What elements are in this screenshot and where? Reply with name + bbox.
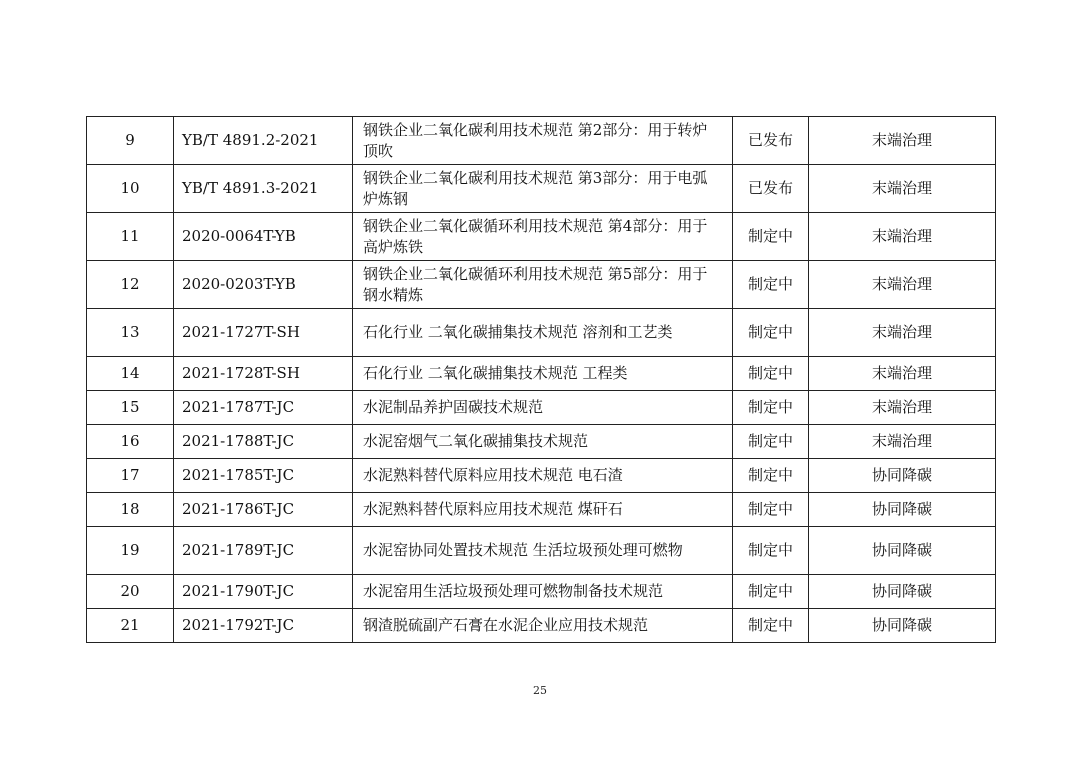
standard-code: 2021-1728T-SH	[174, 357, 353, 391]
standard-status: 制定中	[733, 213, 809, 261]
standard-category: 末端治理	[809, 425, 996, 459]
standard-name: 水泥熟料替代原料应用技术规范 煤矸石	[353, 493, 733, 527]
table-row	[87, 213, 996, 261]
standard-status: 制定中	[733, 357, 809, 391]
standard-name: 钢铁企业二氧化碳循环利用技术规范 第5部分：用于钢水精炼	[353, 261, 733, 309]
standard-status: 制定中	[733, 609, 809, 643]
table-row	[87, 309, 996, 357]
table-row	[87, 527, 996, 575]
standard-category: 末端治理	[809, 391, 996, 425]
standard-category: 末端治理	[809, 213, 996, 261]
standards-table-body	[87, 117, 996, 643]
table-row	[87, 425, 996, 459]
standard-status: 已发布	[733, 165, 809, 213]
standards-table	[86, 116, 996, 643]
page-number: 25	[533, 684, 547, 697]
standard-name: 钢铁企业二氧化碳利用技术规范 第3部分：用于电弧炉炼钢	[353, 165, 733, 213]
standard-code: 2021-1790T-JC	[174, 575, 353, 609]
row-number: 12	[87, 261, 174, 309]
standard-status: 制定中	[733, 575, 809, 609]
standard-category: 协同降碳	[809, 493, 996, 527]
standard-code: 2021-1786T-JC	[174, 493, 353, 527]
standard-category: 协同降碳	[809, 609, 996, 643]
standard-category: 协同降碳	[809, 575, 996, 609]
row-number: 11	[87, 213, 174, 261]
standard-name: 水泥熟料替代原料应用技术规范 电石渣	[353, 459, 733, 493]
table-row	[87, 493, 996, 527]
standard-name: 钢铁企业二氧化碳循环利用技术规范 第4部分：用于高炉炼铁	[353, 213, 733, 261]
row-number: 21	[87, 609, 174, 643]
row-number: 9	[87, 117, 174, 165]
standard-status: 制定中	[733, 425, 809, 459]
row-number: 14	[87, 357, 174, 391]
standard-name: 水泥窑用生活垃圾预处理可燃物制备技术规范	[353, 575, 733, 609]
standard-status: 制定中	[733, 261, 809, 309]
standard-code: 2021-1787T-JC	[174, 391, 353, 425]
standard-category: 协同降碳	[809, 459, 996, 493]
row-number: 19	[87, 527, 174, 575]
row-number: 16	[87, 425, 174, 459]
table-row	[87, 575, 996, 609]
standard-category: 末端治理	[809, 309, 996, 357]
table-row	[87, 459, 996, 493]
standard-name: 水泥制品养护固碳技术规范	[353, 391, 733, 425]
standard-category: 末端治理	[809, 117, 996, 165]
standard-code: 2021-1785T-JC	[174, 459, 353, 493]
standard-status: 已发布	[733, 117, 809, 165]
standard-code: 2021-1789T-JC	[174, 527, 353, 575]
standard-status: 制定中	[733, 391, 809, 425]
standard-category: 末端治理	[809, 261, 996, 309]
standard-name: 石化行业 二氧化碳捕集技术规范 工程类	[353, 357, 733, 391]
row-number: 20	[87, 575, 174, 609]
standard-code: YB/T 4891.3-2021	[174, 165, 353, 213]
standard-status: 制定中	[733, 309, 809, 357]
standard-category: 末端治理	[809, 357, 996, 391]
standard-status: 制定中	[733, 493, 809, 527]
standard-code: 2021-1727T-SH	[174, 309, 353, 357]
standard-code: YB/T 4891.2-2021	[174, 117, 353, 165]
row-number: 13	[87, 309, 174, 357]
standard-name: 水泥窑烟气二氧化碳捕集技术规范	[353, 425, 733, 459]
standard-name: 水泥窑协同处置技术规范 生活垃圾预处理可燃物	[353, 527, 733, 575]
row-number: 17	[87, 459, 174, 493]
standard-category: 末端治理	[809, 165, 996, 213]
standard-category: 协同降碳	[809, 527, 996, 575]
table-row	[87, 391, 996, 425]
row-number: 10	[87, 165, 174, 213]
standard-name: 石化行业 二氧化碳捕集技术规范 溶剂和工艺类	[353, 309, 733, 357]
standard-status: 制定中	[733, 527, 809, 575]
table-row	[87, 165, 996, 213]
table-row	[87, 261, 996, 309]
standard-code: 2021-1788T-JC	[174, 425, 353, 459]
row-number: 18	[87, 493, 174, 527]
standard-code: 2020-0064T-YB	[174, 213, 353, 261]
standard-name: 钢铁企业二氧化碳利用技术规范 第2部分：用于转炉顶吹	[353, 117, 733, 165]
table-row	[87, 357, 996, 391]
table-row	[87, 609, 996, 643]
standard-code: 2021-1792T-JC	[174, 609, 353, 643]
table-row	[87, 117, 996, 165]
standard-status: 制定中	[733, 459, 809, 493]
standard-name: 钢渣脱硫副产石膏在水泥企业应用技术规范	[353, 609, 733, 643]
row-number: 15	[87, 391, 174, 425]
standard-code: 2020-0203T-YB	[174, 261, 353, 309]
